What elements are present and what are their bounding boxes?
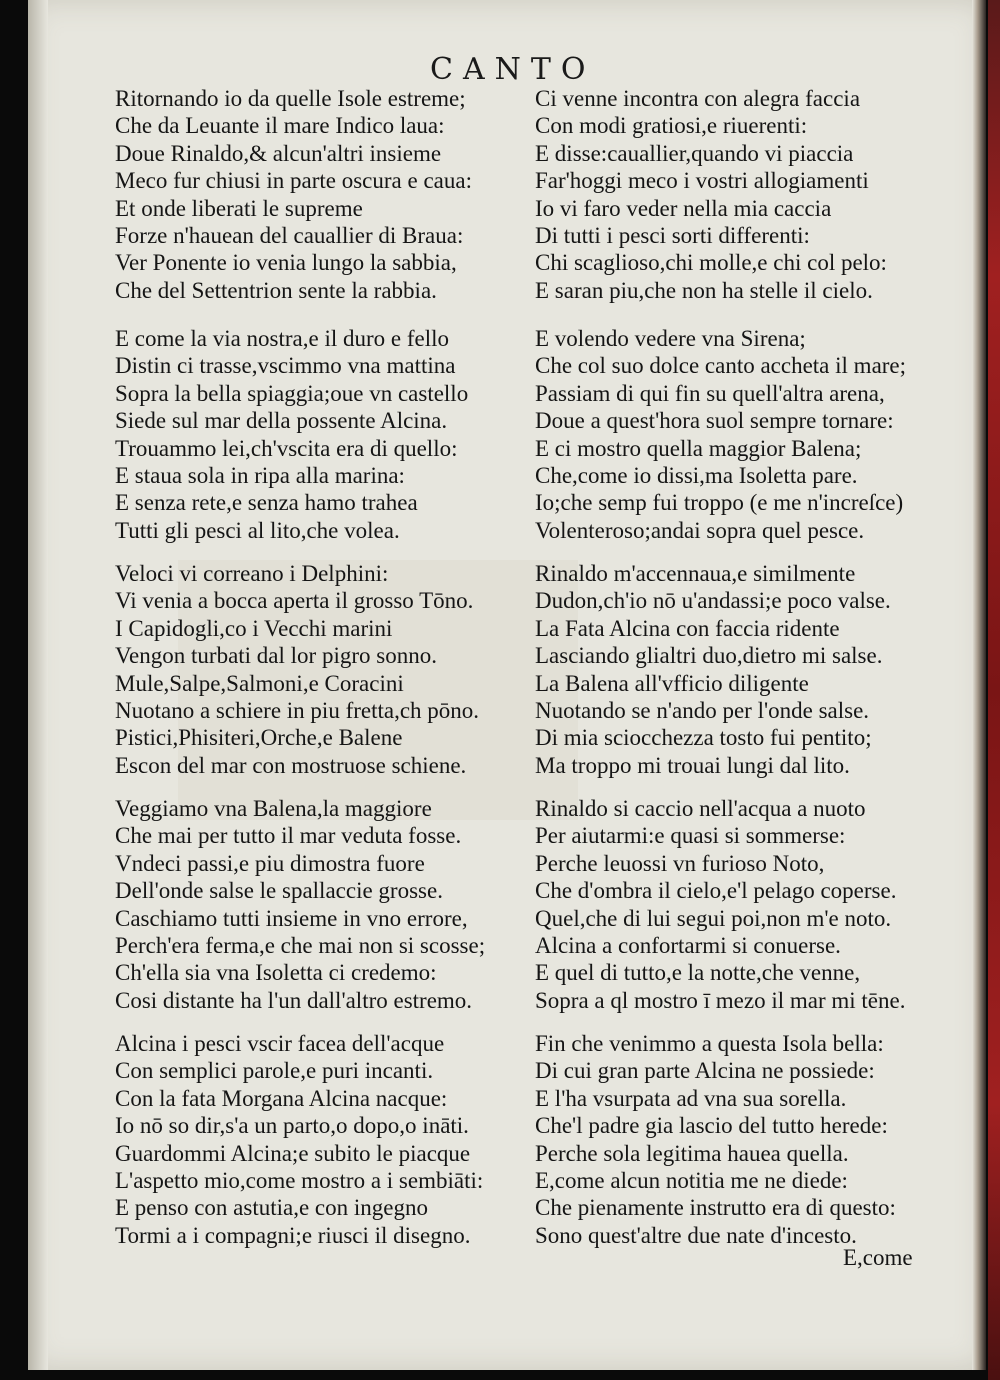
verse-line: Doue Rinaldo,& alcun'altri insieme <box>115 140 442 166</box>
verse-line: Io nō so dir,s'a un parto,o dopo,o ināti. <box>115 1113 469 1139</box>
verse-line: Far'hoggi meco i vostri allogiamenti <box>535 168 869 194</box>
verse-line: Di mia sciocchezza tosto fui pentito; <box>535 725 872 751</box>
verse-line: E volendo vedere vna Sirena; <box>535 326 806 351</box>
verse-line: Sono quest'altre due nate d'incesto. <box>535 1222 857 1248</box>
verse-line: Siede sul mar della possente Alcina. <box>115 408 448 434</box>
verse-line: L'aspetto mio,come mostro a i sembiāti: <box>115 1167 484 1193</box>
verse-line: Et onde liberati le supreme <box>115 195 363 221</box>
verse-line: Distin ci trasse,vscimmo vna mattina <box>115 353 456 379</box>
verse-line: Caschiamo tutti insieme in vno errore, <box>115 905 468 931</box>
stanza <box>115 85 472 304</box>
verse-line: Ch'ella sia vna Isoletta ci credemo: <box>115 960 437 986</box>
verse-line: Rinaldo m'accennaua,e similmente <box>535 561 856 586</box>
stanza <box>535 1030 896 1249</box>
verse-line: E staua sola in ripa alla marina: <box>115 462 405 488</box>
verse-line: Trouammo lei,ch'vscita era di quello: <box>115 435 458 461</box>
stanza <box>535 85 887 304</box>
verse-line: Sopra la bella spiaggia;oue vn castello <box>115 380 469 406</box>
verse-line: Escon del mar con mostruose schiene. <box>115 752 467 778</box>
verse-line: Perche sola legitima hauea quella. <box>535 1140 849 1166</box>
verse-line: Vndeci passi,e piu dimostra fuore <box>115 850 425 876</box>
verse-line: Ma troppo mi trouai lungi dal lito. <box>535 752 850 778</box>
stanza <box>535 795 905 1014</box>
verse-line: Che,come io dissi,ma Isoletta pare. <box>535 462 858 488</box>
stanza <box>115 1030 483 1249</box>
verse-line: Ci venne incontra con alegra faccia <box>535 86 861 111</box>
verse-line: E penso con astutia,e con ingegno <box>115 1195 428 1221</box>
verse-line: Che mai per tutto il mar veduta fosse. <box>115 823 462 849</box>
verse-line: E,come alcun notitia me ne diede: <box>535 1167 848 1193</box>
verse-line: Passiam di qui fin su quell'altra arena, <box>535 380 885 406</box>
verse-line: Lasciando glialtri duo,dietro mi salse. <box>535 643 883 669</box>
verse-line: Forze n'hauean del cauallier di Braua: <box>115 222 464 248</box>
stanza <box>535 325 906 544</box>
verse-line: Perch'era ferma,e che mai non si scosse; <box>115 932 486 958</box>
verse-line: Volenteroso;andai sopra quel pesce. <box>535 517 865 543</box>
verse-line: Doue a quest'hora suol sempre tornare: <box>535 408 894 434</box>
verse-line: E disse:cauallier,quando vi piaccia <box>535 140 854 166</box>
verse-line: Mule,Salpe,Salmoni,e Coracini <box>115 670 404 696</box>
verse-line: Alcina a confortarmi si conuerse. <box>535 932 841 958</box>
verse-line: Meco fur chiusi in parte oscura e caua: <box>115 168 472 194</box>
verse-line: Sopra a ql mostro ī mezo il mar mi tēne. <box>535 987 906 1013</box>
verse-line: Pistici,Phisiteri,Orche,e Balene <box>115 725 403 751</box>
verse-line: Nuotano a schiere in piu fretta,ch pōno. <box>115 697 480 723</box>
verse-line: I Capidogli,co i Vecchi marini <box>115 615 393 641</box>
verse-line: Perche leuossi vn furioso Noto, <box>535 850 825 876</box>
verse-line: Tormi a i compagni;e riusci il disegno. <box>115 1222 471 1248</box>
verse-line: Dudon,ch'io nō u'andassi;e poco valse. <box>535 588 891 614</box>
verse-line: Vengon turbati dal lor pigro sonno. <box>115 643 437 669</box>
verse-line: Fin che venimmo a questa Isola bella: <box>535 1031 884 1056</box>
verse-line: E come la via nostra,e il duro e fello <box>115 326 450 351</box>
verse-line: Che pienamente instrutto era di questo: <box>535 1195 896 1221</box>
catchword: E,come <box>843 1245 913 1270</box>
verse-line: Chi scaglioso,chi molle,e chi col pelo: <box>535 250 887 276</box>
page-edge-shadow <box>972 0 986 1370</box>
verse-line: Cosi distante ha l'un dall'altro estremo. <box>115 987 473 1013</box>
verse-line: Tutti gli pesci al lito,che volea. <box>115 517 400 543</box>
verse-line: Vi venia a bocca aperta il grosso Tōno. <box>115 588 474 614</box>
verse-line: Nuotando se n'ando per l'onde salse. <box>535 697 870 723</box>
verse-line: Rinaldo si caccio nell'acqua a nuoto <box>535 796 866 821</box>
verse-line: Che del Settentrion sente la rabbia. <box>115 277 437 303</box>
verse-line: E saran piu,che non ha stelle il cielo. <box>535 277 873 303</box>
verse-line: La Balena all'vfficio diligente <box>535 670 809 696</box>
stanza <box>115 560 479 779</box>
verse-line: Con modi gratiosi,e riuerenti: <box>535 113 808 139</box>
verse-line: Di tutti i pesci sorti differenti: <box>535 222 810 248</box>
verse-line: E senza rete,e senza hamo trahea <box>115 490 418 516</box>
verse-line: Veggiamo vna Balena,la maggiore <box>115 796 432 821</box>
verse-line: Quel,che di lui segui poi,non m'e noto. <box>535 905 892 931</box>
verse-line: La Fata Alcina con faccia ridente <box>535 615 840 641</box>
verse-line: Con la fata Morgana Alcina nacque: <box>115 1085 448 1111</box>
verse-line: Che'l padre gia lascio del tutto herede: <box>535 1113 888 1139</box>
page-header: CANTO <box>430 52 596 87</box>
book-edge <box>988 0 1000 1380</box>
verse-line: Ver Ponente io venia lungo la sabbia, <box>115 250 457 276</box>
verse-line: Con semplici parole,e puri incanti. <box>115 1058 434 1084</box>
stanza <box>535 560 891 779</box>
verse-line: E l'ha vsurpata ad vna sua sorella. <box>535 1085 847 1111</box>
verse-line: Dell'onde salse le spallaccie grosse. <box>115 878 443 904</box>
verse-line: Che d'ombra il cielo,e'l pelago coperse. <box>535 878 897 904</box>
verse-line: E quel di tutto,e la notte,che venne, <box>535 960 861 986</box>
stanza <box>115 795 485 1014</box>
verse-line: Guardommi Alcina;e subito le piacque <box>115 1140 471 1166</box>
binding-shadow <box>28 0 48 1370</box>
verse-line: E ci mostro quella maggior Balena; <box>535 435 862 461</box>
verse-line: Di cui gran parte Alcina ne possiede: <box>535 1058 875 1084</box>
verse-line: Alcina i pesci vscir facea dell'acque <box>115 1031 445 1056</box>
verse-line: Veloci vi correano i Delphini: <box>115 561 389 586</box>
verse-line: Ritornando io da quelle Isole estreme; <box>115 86 466 111</box>
verse-line: Per aiutarmi:e quasi si sommerse: <box>535 823 846 849</box>
stanza <box>115 325 468 544</box>
verse-line: Io;che semp fui troppo (e me n'increſce) <box>535 490 904 516</box>
verse-line: Che da Leuante il mare Indico laua: <box>115 113 445 139</box>
verse-line: Io vi faro veder nella mia caccia <box>535 195 832 221</box>
verse-line: Che col suo dolce canto accheta il mare; <box>535 353 907 379</box>
